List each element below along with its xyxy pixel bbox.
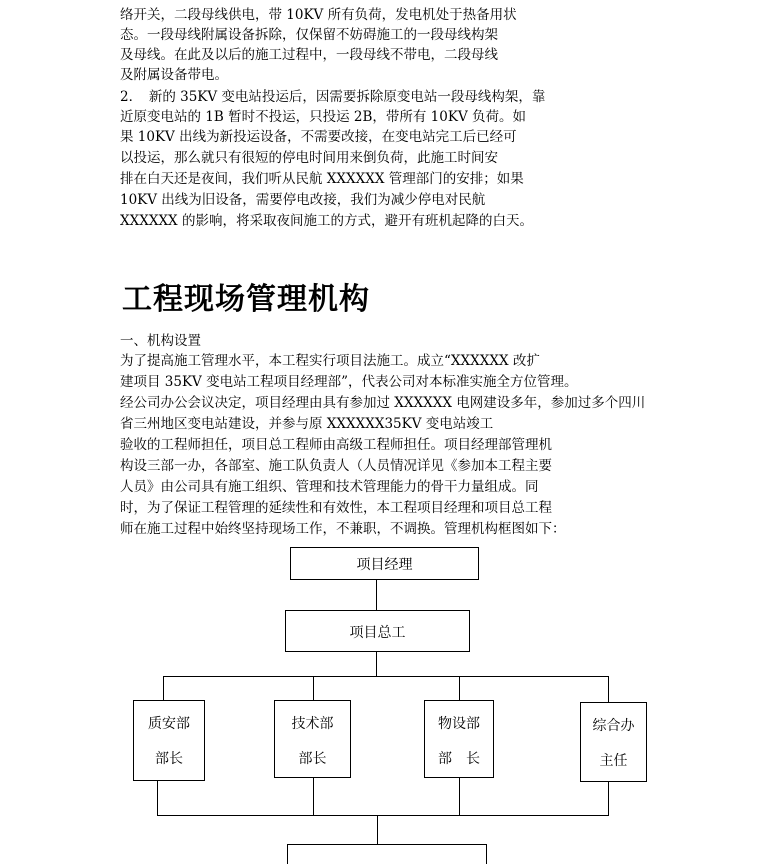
org-box-label: 部长	[155, 751, 183, 767]
text-line: 及母线。在此及以后的施工过程中，一段母线不带电，二段母线	[120, 47, 498, 63]
text-line: 时，为了保证工程管理的延续性和有效性，本工程项目经理和项目总工程	[120, 500, 552, 516]
connector-line	[313, 676, 314, 701]
connector-line	[608, 676, 609, 703]
section-heading: 工程现场管理机构	[122, 282, 370, 317]
org-box-label: 技术部	[291, 716, 334, 732]
connector-line	[157, 781, 158, 816]
org-box-label: 部长	[298, 751, 327, 767]
text-line: 10KV 出线为旧设备，需要停电改接，我们为减少停电对民航	[120, 192, 486, 208]
text-line: 建项目 35KV 变电站工程项目经理部”，代表公司对本标准实施全方位管理。	[120, 374, 578, 390]
connector-line	[313, 778, 314, 816]
org-box-label: 主任	[599, 753, 628, 769]
connector-line	[376, 652, 377, 677]
org-box-tech-dept	[274, 700, 351, 778]
connector-line	[376, 580, 377, 610]
org-box-partial	[287, 844, 487, 864]
text-line: 络开关，二段母线供电，带 10KV 所有负荷，发电机处于热备用状	[120, 7, 517, 23]
connector-line	[459, 676, 460, 701]
subheading: 一、机构设置	[120, 333, 201, 349]
org-box-label: 物设部	[438, 716, 480, 732]
connector-line	[157, 815, 609, 816]
text-line: 人员》由公司具有施工组织、管理和技术管理能力的骨干力量组成。同	[120, 479, 539, 495]
org-box-project-manager	[290, 547, 479, 580]
org-box-label: 项目总工	[349, 625, 406, 641]
text-line: 及附属设备带电。	[120, 67, 228, 83]
org-box-chief-engineer	[285, 610, 470, 652]
org-box-label: 综合办	[592, 718, 635, 734]
text-line: 排在白天还是夜间，我们听从民航 XXXXXX 管理部门的安排；如果	[120, 171, 524, 187]
connector-line	[163, 676, 609, 677]
text-line: 验收的工程师担任，项目总工程师由高级工程师担任。项目经理部管理机	[120, 437, 552, 453]
org-box-material-dept	[424, 700, 494, 778]
org-box-safety-dept	[133, 700, 205, 781]
connector-line	[163, 676, 164, 701]
org-box-label: 部 长	[438, 751, 480, 767]
text-line: XXXXXX 的影响，将采取夜间施工的方式，避开有班机起降的白天。	[120, 213, 533, 229]
org-box-general-office	[580, 702, 647, 782]
text-line: 果 10KV 出线为新投运设备，不需要改接，在变电站完工后已经可	[120, 129, 517, 145]
connector-line	[608, 782, 609, 816]
text-line: 以投运，那么就只有很短的停电时间用来倒负荷，此施工时间安	[120, 150, 498, 166]
text-line: 近原变电站的 1B 暂时不投运，只投运 2B，带所有 10KV 负荷。如	[120, 109, 526, 125]
text-line: 经公司办公会议决定，项目经理由具有参加过 XXXXXX 电网建设多年，参加过多个四川	[120, 395, 646, 411]
org-box-label: 质安部	[148, 716, 190, 732]
text-line: 省三州地区变电站建设，并参与原 XXXXXX35KV 变电站竣工	[120, 416, 494, 432]
text-line: 构设三部一办，各部室、施工队负责人（人员情况详见《参加本工程主要	[120, 458, 552, 474]
text-line: 态。一段母线附属设备拆除，仅保留不妨碍施工的一段母线构架	[120, 27, 498, 43]
connector-line	[459, 778, 460, 816]
org-box-label: 项目经理	[356, 557, 413, 573]
text-line: 为了提高施工管理水平，本工程实行项目法施工。成立“XXXXXX 改扩	[120, 353, 540, 369]
text-line: 2． 新的 35KV 变电站投运后，因需要拆除原变电站一段母线构架，靠	[120, 89, 546, 105]
text-line: 师在施工过程中始终坚持现场工作，不兼职，不调换。管理机构框图如下：	[120, 521, 566, 537]
connector-line	[377, 815, 378, 845]
